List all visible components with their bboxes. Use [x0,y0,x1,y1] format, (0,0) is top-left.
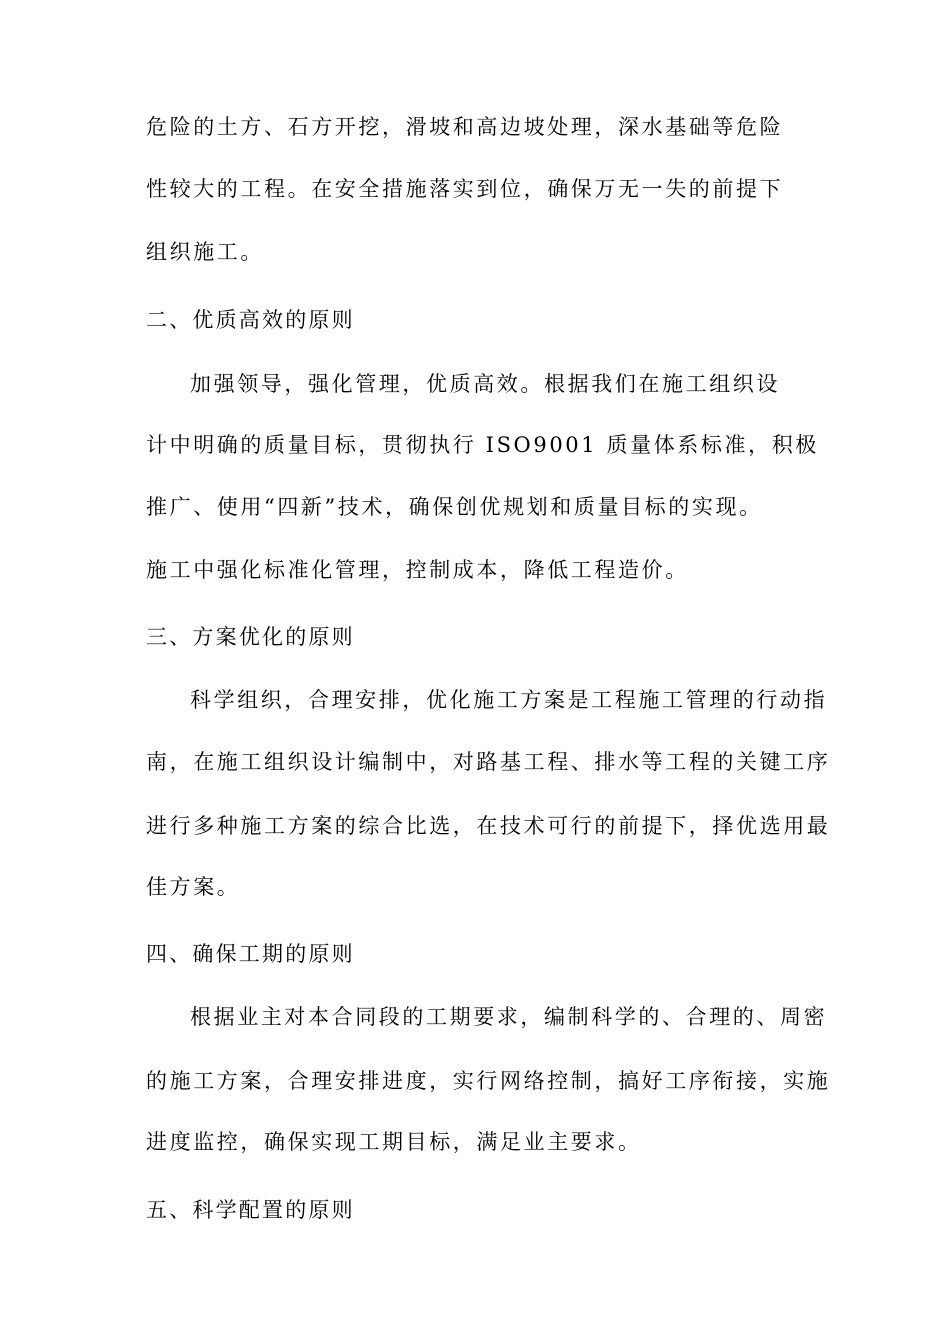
paragraph-line: 南，在施工组织设计编制中，对路基工程、排水等工程的关键工序 [146,750,831,774]
section-heading: 五、科学配置的原则 [146,1198,355,1222]
section-heading: 二、优质高效的原则 [146,308,355,332]
paragraph-line: 推广、使用“四新”技术，确保创优规划和质量目标的实现。 [146,495,763,519]
paragraph-line: 性较大的工程。在安全措施落实到位，确保万无一失的前提下 [146,177,784,201]
paragraph-line: 根据业主对本合同段的工期要求，编制科学的、合理的、周密 [190,1005,828,1029]
paragraph-line: 加强领导，强化管理，优质高效。根据我们在施工组织设 [190,372,780,396]
paragraph-line: 组织施工。 [146,240,264,264]
paragraph-line: 进行多种施工方案的综合比选，在技术可行的前提下，择优选用最 [146,814,831,838]
paragraph-line: 的施工方案，合理安排进度，实行网络控制，搞好工序衔接，实施 [146,1069,831,1093]
paragraph-line: 进度监控，确保实现工期目标，满足业主要求。 [146,1130,642,1154]
paragraph-line: 危险的土方、石方开挖，滑坡和高边坡处理，深水基础等危险 [146,115,784,139]
paragraph-line: 科学组织，合理安排，优化施工方案是工程施工管理的行动指 [190,688,828,712]
section-heading: 四、确保工期的原则 [146,942,355,966]
section-heading: 三、方案优化的原则 [146,625,355,649]
paragraph-line: 计中明确的质量目标，贯彻执行 ISO9001 质量体系标准，积极 [146,433,819,457]
paragraph-line: 佳方案。 [146,875,241,899]
paragraph-line: 施工中强化标准化管理，控制成本，降低工程造价。 [146,558,689,582]
